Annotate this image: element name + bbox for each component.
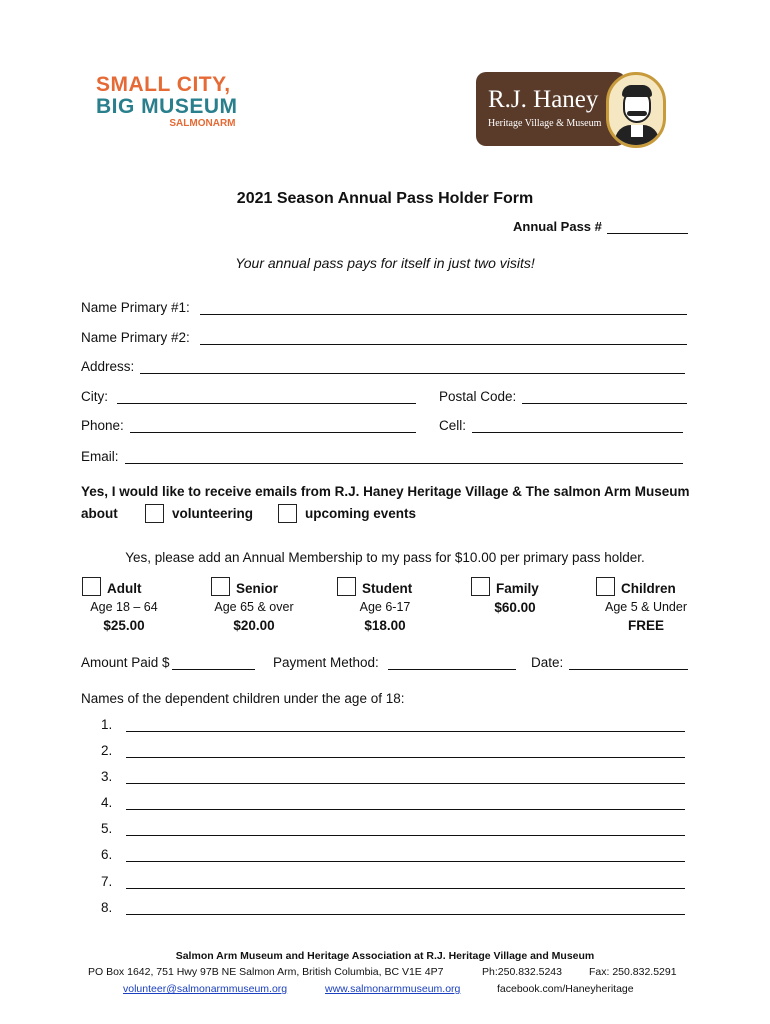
children-names-label: Names of the dependent children under the age of 18: (81, 691, 405, 706)
footer-address: PO Box 1642, 751 Hwy 97B NE Salmon Arm, British Columbia, BC V1E 4P7 (88, 966, 444, 978)
child-name-field-3[interactable] (126, 783, 685, 784)
student-label: Student (362, 581, 413, 596)
name2-label: Name Primary #2: (81, 330, 190, 345)
address-field[interactable] (140, 373, 685, 374)
children-label: Children (621, 581, 676, 596)
phone-label: Phone: (81, 418, 124, 433)
footer-phone: Ph:250.832.5243 (482, 966, 562, 978)
family-label: Family (496, 581, 539, 596)
senior-label: Senior (236, 581, 279, 596)
senior-price: $20.00 (233, 618, 275, 633)
child-number: 1. (101, 717, 113, 732)
child-number: 4. (101, 795, 113, 810)
child-number: 8. (101, 900, 113, 915)
upcoming-events-checkbox[interactable] (278, 504, 297, 523)
amount-paid-field[interactable] (172, 669, 255, 670)
postal-code-label: Postal Code: (439, 389, 517, 404)
adult-price: $25.00 (103, 618, 145, 633)
children-checkbox[interactable] (596, 577, 615, 596)
tagline: Your annual pass pays for itself in just two visits! (235, 255, 535, 271)
footer-org: Salmon Arm Museum and Heritage Association at R.J. Heritage Village and Museum (175, 950, 595, 962)
name1-label: Name Primary #1: (81, 300, 190, 315)
student-price: $18.00 (364, 618, 406, 633)
child-name-field-5[interactable] (126, 835, 685, 836)
child-number: 3. (101, 769, 113, 784)
payment-method-field[interactable] (388, 669, 516, 670)
rj-haney-logo (476, 72, 670, 146)
adult-checkbox[interactable] (82, 577, 101, 596)
footer-email-link[interactable]: volunteer@salmonarmmuseum.org (123, 983, 288, 995)
annual-pass-field[interactable] (607, 233, 688, 234)
logo-line3: SALMONARM (169, 118, 236, 129)
child-number: 7. (101, 874, 113, 889)
child-name-field-1[interactable] (126, 731, 685, 732)
city-label: City: (81, 389, 108, 404)
child-name-field-7[interactable] (126, 888, 685, 889)
city-field[interactable] (117, 403, 416, 404)
logo-plate (476, 72, 626, 146)
senior-checkbox[interactable] (211, 577, 230, 596)
child-number: 6. (101, 847, 113, 862)
form-title: 2021 Season Annual Pass Holder Form (236, 190, 534, 207)
logo-subtitle: Heritage Village & Museum (488, 118, 602, 129)
address-label: Address: (81, 359, 135, 374)
child-number: 2. (101, 743, 113, 758)
email-label: Email: (81, 449, 119, 464)
child-name-field-6[interactable] (126, 861, 685, 862)
logo-line2: BIG MUSEUM (96, 95, 238, 118)
amount-paid-label: Amount Paid $ (81, 655, 170, 670)
children-price: FREE (627, 618, 664, 633)
email-optin-about: about (81, 506, 118, 521)
child-name-field-4[interactable] (126, 809, 685, 810)
postal-code-field[interactable] (522, 403, 687, 404)
cell-label: Cell: (439, 418, 467, 433)
logo-title: R.J. Haney (488, 86, 599, 113)
volunteering-label: volunteering (172, 506, 254, 521)
date-field[interactable] (569, 669, 688, 670)
annual-pass-label: Annual Pass # (513, 219, 602, 234)
student-checkbox[interactable] (337, 577, 356, 596)
phone-field[interactable] (130, 432, 416, 433)
name1-field[interactable] (200, 314, 687, 315)
child-name-field-8[interactable] (126, 914, 685, 915)
email-field[interactable] (125, 463, 683, 464)
family-price: $60.00 (494, 600, 536, 615)
logo-line1: SMALL CITY, (96, 73, 231, 96)
child-name-field-2[interactable] (126, 757, 685, 758)
family-checkbox[interactable] (471, 577, 490, 596)
student-age: Age 6-17 (359, 600, 411, 614)
senior-age: Age 65 & over (214, 600, 294, 614)
children-age: Age 5 & Under (605, 600, 687, 614)
footer-facebook: facebook.com/Haneyheritage (497, 983, 634, 995)
footer-fax: Fax: 250.832.5291 (589, 966, 677, 978)
membership-text: Yes, please add an Annual Membership to my pass for $10.00 per primary pass holder. (125, 550, 645, 565)
adult-label: Adult (107, 581, 142, 596)
name2-field[interactable] (200, 344, 687, 345)
footer-website-link[interactable]: www.salmonarmmuseum.org (325, 983, 461, 995)
payment-method-label: Payment Method: (273, 655, 379, 670)
cell-field[interactable] (472, 432, 683, 433)
date-label: Date: (531, 655, 564, 670)
volunteering-checkbox[interactable] (145, 504, 164, 523)
child-number: 5. (101, 821, 113, 836)
email-optin-text: Yes, I would like to receive emails from R.J. Haney Heritage Village & The salmon Arm Museum (81, 484, 690, 499)
small-city-big-museum-logo (96, 74, 238, 129)
upcoming-events-label: upcoming events (305, 506, 417, 521)
portrait-medallion-icon (606, 72, 666, 148)
adult-age: Age 18 – 64 (90, 600, 158, 614)
